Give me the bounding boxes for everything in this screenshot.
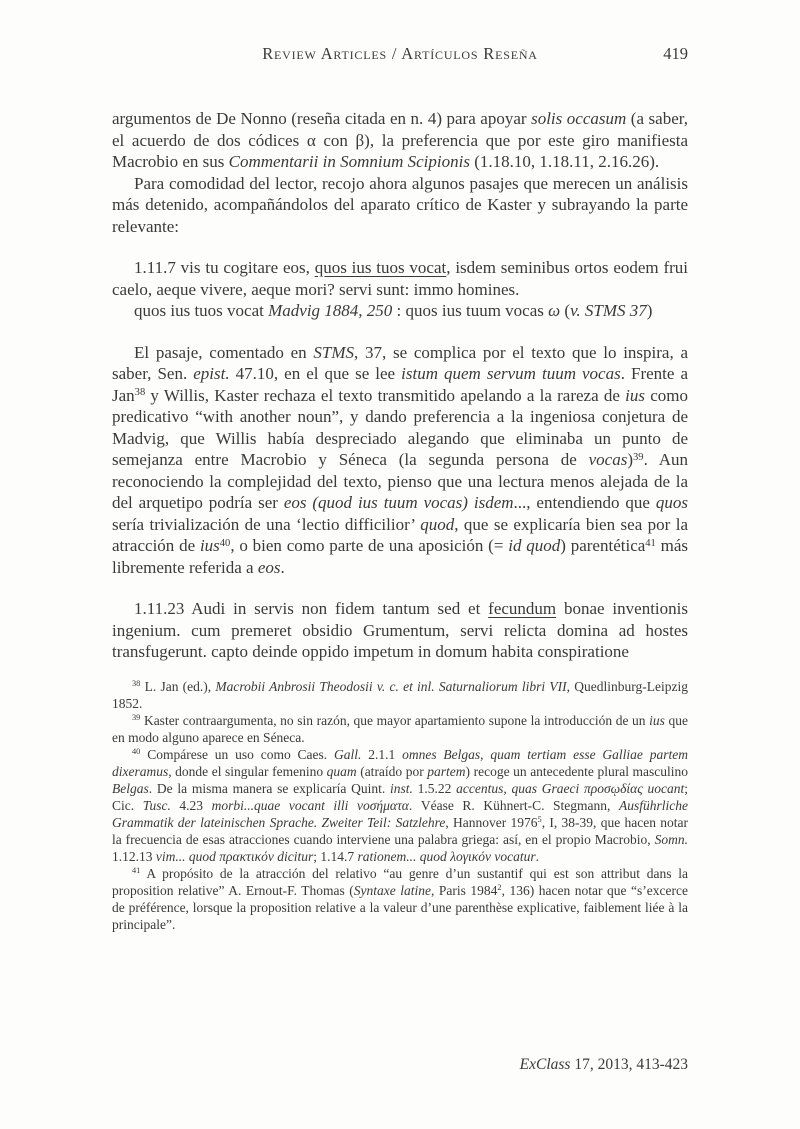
italic-text: Ausführliche Grammatik der lateinischen Sprache. Zweiter Teil: Satzlehre: [112, 797, 688, 830]
underlined-text: fecundum: [488, 599, 557, 618]
text-run: El pasaje, comentado en: [134, 342, 314, 362]
italic-text: omnes Belgas, quam tertiam esse Galliae partem dixeramus: [112, 746, 688, 779]
superscript-marker: 41: [132, 866, 141, 876]
italic-text: v. STMS 37: [570, 301, 647, 320]
text-run: , Paris 1984: [431, 882, 498, 898]
text-run: Compárese un uso como Caes.: [140, 746, 335, 762]
italic-text: ius: [625, 385, 645, 405]
italic-text: Madvig 1884, 250: [268, 301, 393, 320]
italic-text: Belgas: [112, 780, 149, 796]
italic-text: ius: [649, 712, 665, 728]
text-run: .: [280, 557, 285, 577]
text-run: más libremente referida a: [112, 536, 688, 577]
text-run: : quos ius tuum vocas: [392, 301, 549, 320]
superscript-marker: 40: [132, 747, 141, 757]
underlined-text: quos ius tuos vocat: [314, 258, 447, 277]
text-run: 1.11.7 vis tu cogitare eos,: [134, 258, 315, 277]
italic-text: eos (quod ius tuum vocas) isdem: [283, 493, 514, 512]
text-run: ; 1.14.7: [313, 848, 358, 864]
text-run: (: [560, 301, 571, 320]
text-run: ; Cic.: [112, 780, 689, 813]
text-run: 47.10, en el que se lee: [229, 364, 402, 383]
italic-text: Gall.: [334, 746, 362, 762]
text-run: ) recoge un antecedente plural masculino: [465, 763, 688, 779]
italic-text: STMS: [313, 342, 354, 362]
superscript-marker: 2: [497, 883, 502, 893]
journal-footer: [520, 1056, 688, 1074]
italic-text: quam: [326, 763, 357, 779]
running-header: [112, 44, 688, 64]
text-run: Kaster contraargumenta, no sin razón, que mayor apartamiento supone la introducción de un: [140, 712, 650, 728]
superscript-marker: 39: [132, 713, 141, 723]
italic-text: Commentarii in Somnium Scipionis: [228, 152, 470, 171]
text-run: . Véase R. Kühnert-C. Stegmann,: [408, 797, 619, 813]
text-run: como predicativo “with another noun”, y dando preferencia a la ingeniosa conjetura de Madvig, que Willis había despreciado alegando que eliminaba un punto de semejanza entre Macrobio y Séneca (la segunda persona de: [112, 385, 688, 469]
journal-citation: 17, 2013, 413-423: [570, 1056, 688, 1073]
italic-text: partem: [427, 763, 466, 779]
text-run: Para comodidad del lector, recojo ahora algunos pasajes que merecen un análisis más detenido, acompañándolos del aparato crítico de Kaster y subrayando la parte relevante:: [112, 173, 688, 236]
apparatus-1-11-7: [112, 300, 688, 322]
paragraph-continuation: [112, 108, 688, 173]
running-header-title: Review Articles / Artículos Reseña: [262, 44, 538, 63]
italic-text: vocas: [588, 450, 628, 469]
text-run: que en modo alguno aparece en Séneca.: [112, 712, 688, 745]
text-run: , que se explicaría bien sea por la atracción de: [112, 514, 689, 555]
text-run: 4.23: [170, 797, 212, 813]
document-body: [112, 108, 688, 933]
text-run: , 37, se complica por el texto que lo inspira, a saber, Sen.: [112, 342, 688, 383]
text-run: (a saber, el acuerdo de dos códices α con β), la preferencia que por este giro manifiesta Macrobio en sus: [112, 109, 688, 171]
text-run: y Willis, Kaster rechaza el texto transmitido apelando a la rareza de: [145, 385, 626, 405]
italic-text: ω: [548, 301, 561, 320]
italic-text: Tusc.: [142, 797, 171, 813]
text-run: , donde el singular femenino: [168, 763, 327, 779]
text-run: , o bien como parte de una aposición (=: [230, 536, 509, 555]
footnote-39: [112, 712, 688, 746]
body-text: [112, 108, 688, 663]
footnotes-section: [112, 678, 688, 933]
superscript-marker: 39: [633, 451, 644, 463]
text-run: . Aun reconociendo la complejidad del texto, pienso que una lectura menos alejada de la del arquetipo podría ser: [112, 450, 688, 512]
text-run: ): [627, 450, 634, 469]
text-run: (atraído por: [356, 763, 428, 779]
text-run: , I, 38-39, que hacen notar la frecuencia de esas atracciones cuando interviene una palabra griega: así, en el propio Macrobio,: [112, 814, 688, 847]
text-run: argumentos de De Nonno (reseña citada en n. 4) para apoyar: [112, 109, 532, 128]
journal-name: ExClass: [519, 1056, 571, 1073]
italic-text: Syntaxe latine: [353, 882, 431, 898]
superscript-marker: 40: [219, 537, 231, 549]
footnote-38: [112, 678, 688, 712]
text-run: (1.18.10, 1.18.11, 2.16.26).: [469, 152, 660, 171]
text-run: , Quedlinburg-Leipzig 1852.: [112, 678, 688, 711]
text-run: sería trivialización de una ‘lectio difficilior’: [112, 514, 421, 534]
text-run: ): [646, 301, 653, 320]
text-run: . De la misma manera se explicaría Quint.: [148, 780, 390, 796]
text-run: . Frente a Jan: [112, 364, 688, 405]
text-run: L. Jan (ed.),: [140, 678, 216, 694]
quote-1-11-23: [112, 598, 688, 663]
italic-text: istum quem servum tuum vocas: [401, 364, 621, 383]
text-run: ..., entendiendo que: [513, 493, 656, 512]
paragraph-passages-intro: [112, 173, 688, 238]
italic-text: epist.: [193, 364, 230, 383]
text-run: A propósito de la atracción del relativo “au genre d’un sustantif qui est son attribut dans la proposition relative” A. Ernout-F. Thomas (: [112, 865, 688, 898]
superscript-marker: 41: [645, 537, 656, 549]
italic-text: Somn.: [654, 831, 688, 847]
text-run: ) parentética: [560, 536, 646, 555]
italic-text: accentus, quas Graeci προσῳδίας uocant: [456, 780, 685, 796]
italic-text: eos: [257, 557, 281, 577]
text-run: , 136) hacen notar que “s’excerce de préférence, lorsque la proposition relative a la valeur d’une parenthèse explicative, faiblement liée à la principale”.: [112, 882, 688, 932]
italic-text: id quod: [508, 536, 561, 555]
italic-text: quod: [420, 514, 455, 534]
text-run: bonae inventionis ingenium. cum premeret obsidio Grumentum, servi relicta domina ad hostes transfugerunt. capto deinde oppido impetum in domum habita conspiratione: [112, 599, 688, 661]
footnote-40: [112, 746, 688, 865]
italic-text: solis occasum: [531, 109, 627, 128]
italic-text: rationem... quod λογικόν vocatur: [357, 848, 536, 864]
superscript-marker: 5: [537, 815, 542, 825]
quote-1-11-7: [112, 257, 688, 300]
italic-text: inst.: [389, 780, 413, 796]
superscript-marker: 38: [132, 679, 141, 689]
italic-text: vim... quod πρακτικόν dicitur: [155, 848, 314, 864]
text-run: 1.5.22: [412, 780, 457, 796]
italic-text: morbi...quae vocant illi νοσήματα: [211, 797, 409, 813]
italic-text: Macrobii Anbrosii Theodosii v. c. et inl. Saturnaliorum libri VII: [215, 678, 567, 694]
paragraph-commentary: [112, 342, 688, 579]
text-run: , Hannover 1976: [445, 814, 538, 830]
text-run: , isdem seminibus ortos eodem frui caelo, aeque vivere, aeque mori? servi sunt: immo homines.: [112, 258, 688, 299]
text-run: .: [535, 848, 539, 864]
text-run: 2.1.1: [361, 746, 403, 762]
italic-text: quos: [655, 493, 688, 512]
text-run: quos ius tuos vocat: [134, 301, 269, 320]
superscript-marker: 38: [134, 387, 146, 399]
footnote-41: [112, 865, 688, 933]
page-number: 419: [663, 44, 688, 63]
text-run: 1.12.13: [112, 848, 156, 864]
text-run: 1.11.23 Audi in servis non fidem tantum sed et: [134, 599, 489, 618]
italic-text: ius: [199, 536, 220, 555]
